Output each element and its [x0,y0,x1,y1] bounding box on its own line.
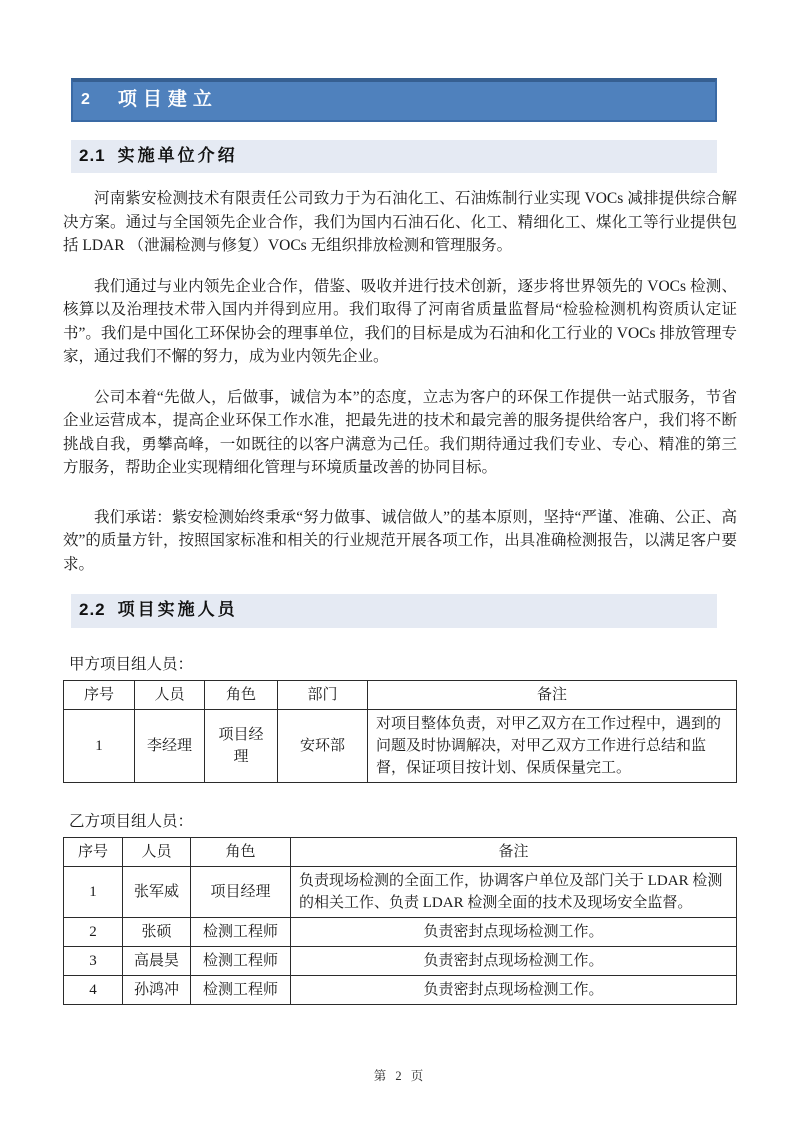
table-row [64,975,737,1004]
column-header-note: 备注 [291,837,737,866]
cell-no: 2 [64,917,123,946]
cell-name: 孙鸿冲 [123,975,191,1004]
table-header-row [64,837,737,866]
table-row [64,946,737,975]
table-header-row [64,680,737,709]
cell-name: 李经理 [135,709,205,782]
party-b-table [63,837,737,1005]
intro-paragraphs [63,187,737,576]
table-row [64,866,737,917]
section-heading-intro [71,140,717,173]
intro-paragraph-4: 我们承诺：紫安检测始终秉承“努力做事、诚信做人”的基本原则，坚持“严谨、准确、公正、高效”的质量方针，按照国家标准和相关的行业规范开展各项工作，出具准确检测报告，以满足客户要求。 [63,508,737,573]
chapter-title: 项目建立 [117,89,218,110]
column-header-note: 备注 [368,680,737,709]
cell-role: 检测工程师 [191,917,291,946]
chapter-heading [71,78,717,122]
section-title: 实施单位介绍 [117,145,238,165]
cell-role: 检测工程师 [191,946,291,975]
party-b-label: 乙方项目组人员： [69,812,194,830]
cell-role: 项目经理 [191,866,291,917]
column-header-no: 序号 [64,680,135,709]
cell-note: 负责密封点现场检测工作。 [291,917,737,946]
column-header-dept: 部门 [278,680,368,709]
cell-no: 1 [64,709,135,782]
column-header-name: 人员 [135,680,205,709]
chapter-number: 2 [81,91,90,108]
cell-no: 4 [64,975,123,1004]
intro-paragraph-3: 公司本着“先做人，后做事，诚信为本”的态度，立志为客户的环保工作提供一站式服务，节省企业运营成本，提高企业环保工作水准，把最先进的技术和最完善的服务提供给客户，我们将不断挑战自我，勇攀高峰，一如既往的以客户满意为己任。我们期待通过我们专业、专心、精准的第三方服务，帮助企业实现精细化管理与环境质量改善的协同目标。 [63,388,737,477]
section-title: 项目实施人员 [117,600,238,620]
cell-role: 项目经理 [205,709,278,782]
cell-name: 张硕 [123,917,191,946]
column-header-name: 人员 [123,837,191,866]
cell-no: 3 [64,946,123,975]
section-heading-staff [71,594,717,627]
cell-note: 负责现场检测的全面工作，协调客户单位及部门关于 LDAR 检测的相关工作、负责 LDAR 检测全面的技术及现场安全监督。 [291,866,737,917]
cell-note: 负责密封点现场检测工作。 [291,975,737,1004]
section-number: 2.2 [79,600,106,620]
cell-note: 对项目整体负责，对甲乙双方在工作过程中，遇到的问题及时协调解决，对甲乙双方工作进行总结和监督，保证项目按计划、保质保量完工。 [368,709,737,782]
party-a-table [63,680,737,783]
column-header-no: 序号 [64,837,123,866]
cell-name: 高晨昊 [123,946,191,975]
table-row [64,709,737,782]
column-header-role: 角色 [191,837,291,866]
cell-no: 1 [64,866,123,917]
intro-paragraph-1: 河南紫安检测技术有限责任公司致力于为石油化工、石油炼制行业实现 VOCs 减排提供综合解决方案。通过与全国领先企业合作，我们为国内石油石化、化工、精细化工、煤化工等行业提供包括 LDAR （泄漏检测与修复）VOCs 无组织排放检测和管理服务。 [63,190,737,255]
table-row [64,917,737,946]
cell-role: 检测工程师 [191,975,291,1004]
cell-note: 负责密封点现场检测工作。 [291,946,737,975]
party-a-label: 甲方项目组人员： [69,655,194,673]
column-header-role: 角色 [205,680,278,709]
intro-paragraph-2: 我们通过与业内领先企业合作，借鉴、吸收并进行技术创新，逐步将世界领先的 VOCs 检测、核算以及治理技术带入国内并得到应用。我们取得了河南省质量监督局“检验检测机构资质认定证书”。我们是中国化工环保协会的理事单位，我们的目标是成为石油和化工行业的 VOCs 排放管理专家，通过我们不懈的努力，成为业内领先企业。 [63,277,737,366]
page-number: 第 2 页 [373,1069,427,1083]
section-number: 2.1 [79,145,106,165]
cell-name: 张军威 [123,866,191,917]
cell-dept: 安环部 [278,709,368,782]
